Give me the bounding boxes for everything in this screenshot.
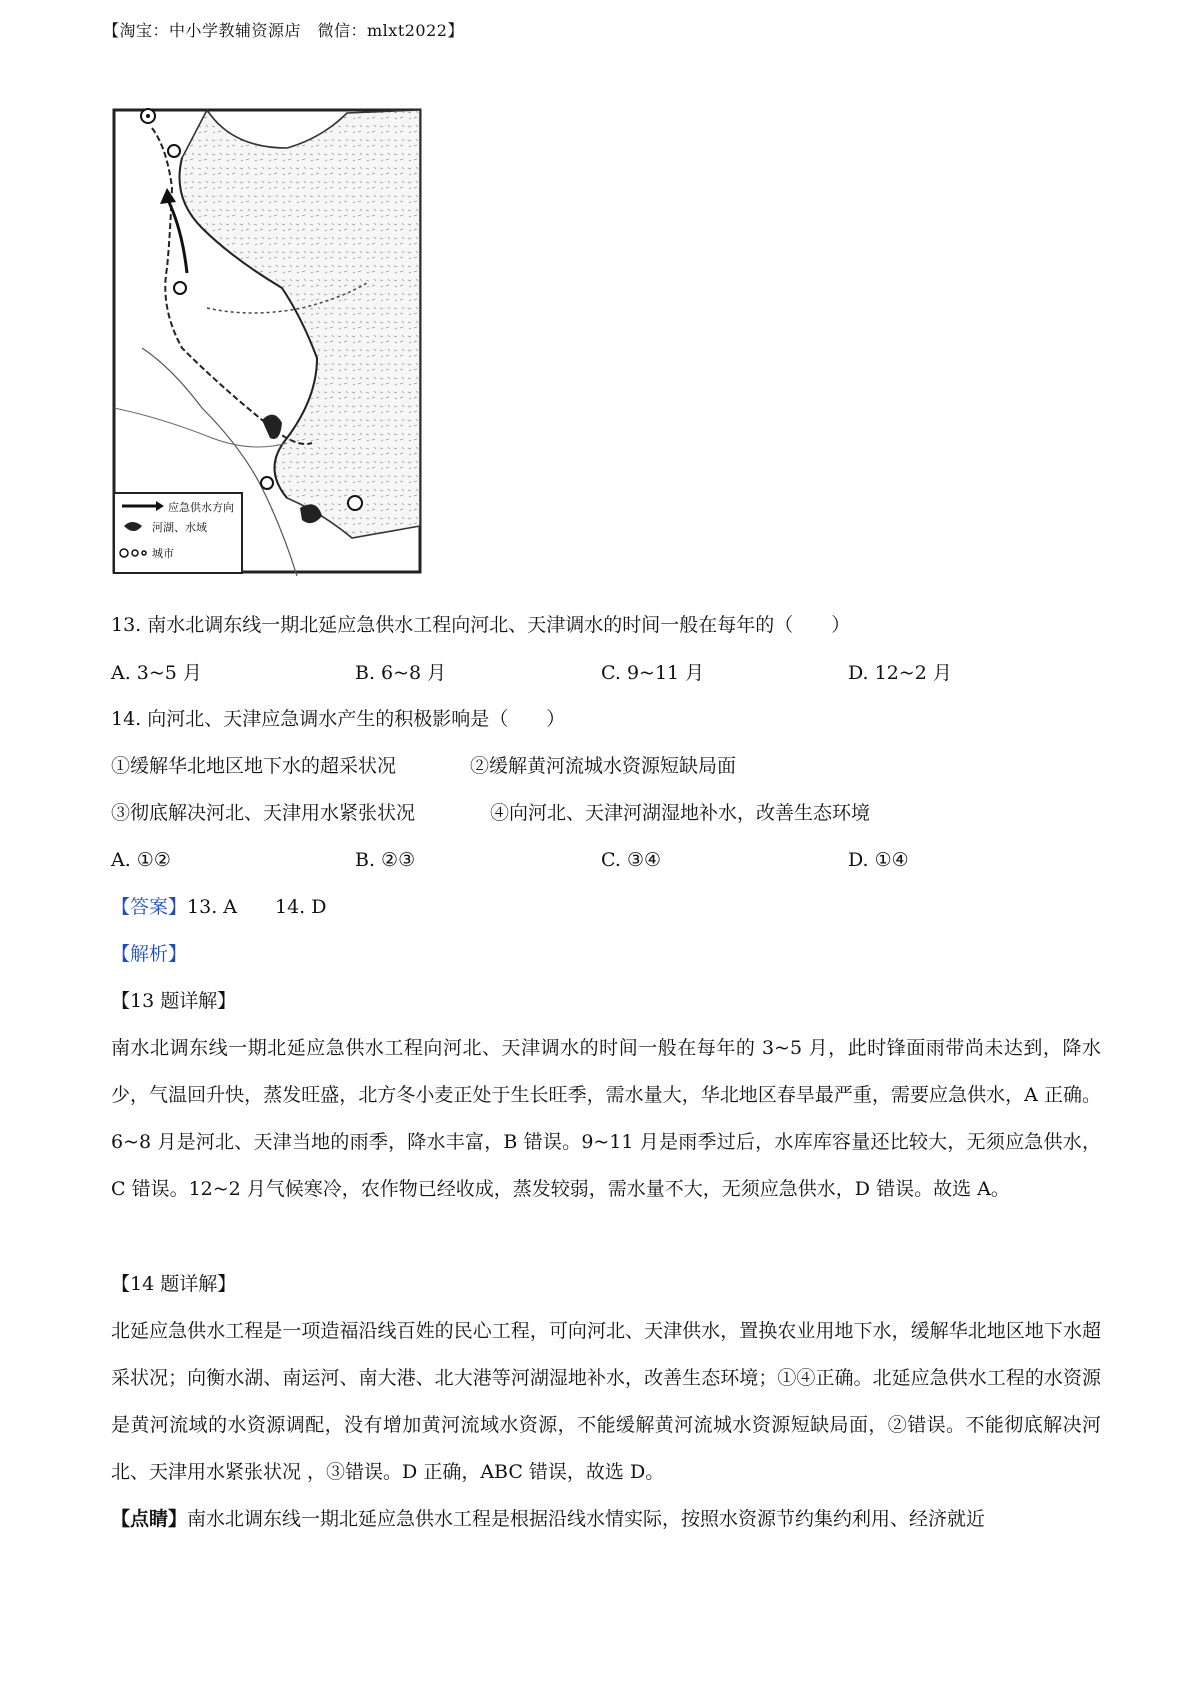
analysis-label: 【解析】 xyxy=(111,943,188,965)
detail-14-title: 【14 题详解】 xyxy=(111,1273,237,1295)
detail-14-text: 北延应急供水工程是一项造福沿线百姓的民心工程，可向河北、天津供水，置换农业用地下水，缓解华北地区地下水超采状况；向衡水湖、南运河、南大港、北大港等河湖湿地补水，改善生态环境；①④正确。北延应急供水工程的水资源是黄河流域的水资源调配，没有增加黄河流域水资源，不能缓解黄河流城水资源短缺局面，②错误。不能彻底解决河北、天津用水紧张状况 ，③错误。D 正确，ABC 错误，故选 D。 xyxy=(111,1320,1101,1483)
legend-label: 城市 xyxy=(152,547,174,560)
tip-label: 【点睛】 xyxy=(111,1508,188,1530)
q14-option-b: B. ②③ xyxy=(355,849,416,871)
city-marker xyxy=(348,496,362,510)
q13-option-d: D. 12~2 月 xyxy=(848,662,952,684)
answer-line xyxy=(111,895,326,919)
map-figure xyxy=(112,108,424,576)
answer-label: 【答案】 xyxy=(111,896,188,918)
city-marker xyxy=(261,477,273,489)
q13-option-c: C. 9~11 月 xyxy=(601,662,705,684)
legend-label: 河湖、水域 xyxy=(152,521,207,534)
q13-option-a: A. 3~5 月 xyxy=(111,662,202,684)
detail-13-title: 【13 题详解】 xyxy=(111,990,237,1012)
q14-option-a: A. ①② xyxy=(111,849,171,871)
q14-option-d: D. ①④ xyxy=(848,849,909,871)
answer-text: 13. A 14. D xyxy=(187,896,327,918)
detail-13-text: 南水北调东线一期北延应急供水工程向河北、天津调水的时间一般在每年的 3~5 月，此时锋面雨带尚未达到，降水少，气温回升快，蒸发旺盛，北方冬小麦正处于生长旺季，需水量大，华北地区春旱最严重，需要应急供水，A 正确。6~8 月是河北、天津当地的雨季，降水丰富，B 错误。9~11 月是雨季过后，水库库容量还比较大，无须应急供水，C 错误。12~2 月气候寒冷，农作物已经收成，蒸发较弱，需水量不大，无须应急供水，D 错误。故选 A。 xyxy=(111,1037,1101,1200)
page-header: 【淘宝：中小学教辅资源店 微信：mlxt2022】 xyxy=(103,21,464,40)
q13-option-b: B. 6~8 月 xyxy=(355,662,447,684)
tip-paragraph xyxy=(111,1496,1101,1543)
q14-option-c: C. ③④ xyxy=(601,849,662,871)
tip-text: 南水北调东线一期北延应急供水工程是根据沿线水情实际，按照水资源节约集约利用、经济就近 xyxy=(187,1508,986,1530)
q14-statement-2: ②缓解黄河流城水资源短缺局面 xyxy=(470,755,737,777)
question-14-stem: 14. 向河北、天津应急调水产生的积极影响是（ ） xyxy=(111,708,566,730)
q14-statement-3: ③彻底解决河北、天津用水紧张状况 xyxy=(111,802,416,824)
q14-statement-4: ④向河北、天津河湖湿地补水，改善生态环境 xyxy=(490,802,871,824)
q14-statement-1: ①缓解华北地区地下水的超采状况 xyxy=(111,755,397,777)
question-13-stem: 13. 南水北调东线一期北延应急供水工程向河北、天津调水的时间一般在每年的（ ） xyxy=(111,614,851,636)
city-marker xyxy=(174,282,186,294)
legend-label: 应急供水方向 xyxy=(168,501,234,514)
city-marker xyxy=(168,145,180,157)
